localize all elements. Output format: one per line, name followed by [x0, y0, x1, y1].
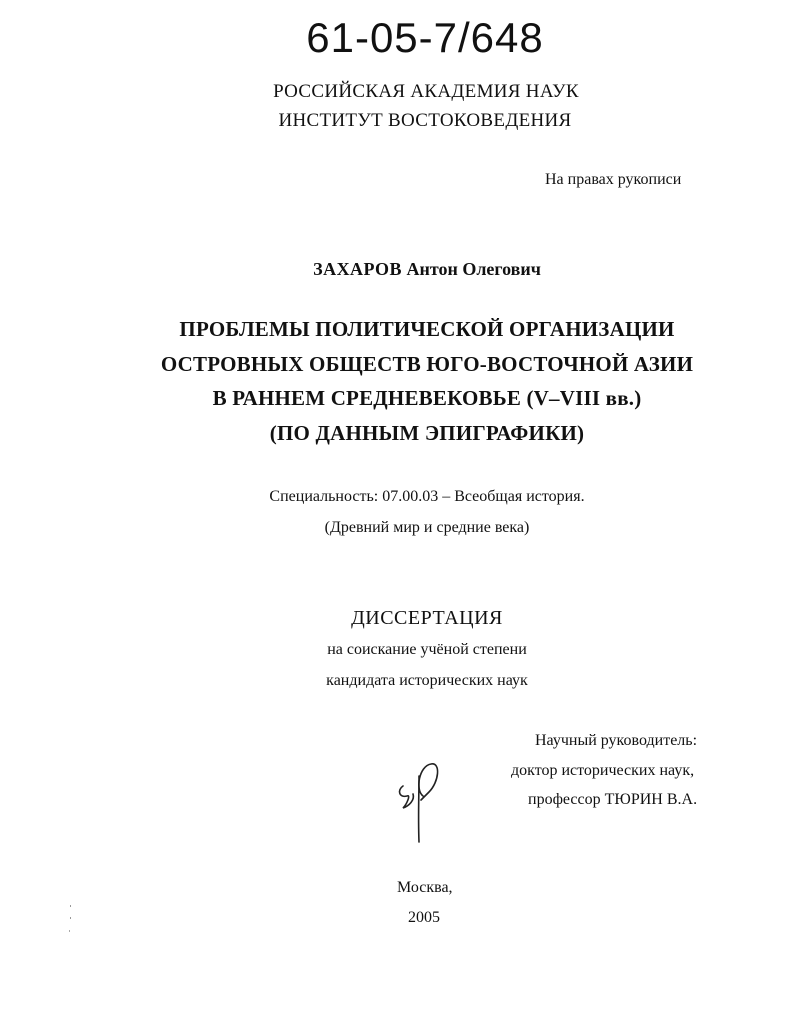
author-given-names: Антон Олегович	[406, 259, 541, 279]
specialty-period: (Древний мир и средние века)	[324, 519, 530, 536]
year: 2005	[408, 909, 440, 926]
supervisor-degree: доктор исторических наук,	[511, 762, 695, 779]
degree-name: кандидата исторических наук	[326, 672, 528, 689]
degree-purpose: на соискание учёной степени	[327, 641, 527, 658]
organization-academy: РОССИЙСКАЯ АКАДЕМИЯ НАУК	[273, 81, 579, 102]
supervisor-label: Научный руководитель:	[535, 732, 698, 749]
specialty-code: Специальность: 07.00.03 – Всеобщая история.	[269, 488, 585, 505]
catalog-number: 61-05-7/648	[306, 14, 544, 61]
city: Москва,	[397, 879, 453, 896]
author-name	[0, 259, 797, 280]
title-line-2: ОСТРОВНЫХ ОБЩЕСТВ ЮГО-ВОСТОЧНОЙ АЗИИ	[160, 352, 694, 376]
rights-note: На правах рукописи	[545, 171, 682, 188]
organization-institute: ИНСТИТУТ ВОСТОКОВЕДЕНИЯ	[278, 110, 572, 131]
handwritten-signature	[393, 756, 453, 846]
title-line-3: В РАННЕМ СРЕДНЕВЕКОВЬЕ (V–VIII вв.)	[212, 386, 642, 410]
title-line-4: (ПО ДАННЫМ ЭПИГРАФИКИ)	[269, 421, 585, 445]
supervisor-name: профессор ТЮРИН В.А.	[528, 791, 698, 808]
document-type: ДИССЕРТАЦИЯ	[351, 607, 503, 629]
author-surname: ЗАХАРОВ	[313, 259, 402, 279]
title-line-1: ПРОБЛЕМЫ ПОЛИТИЧЕСКОЙ ОРГАНИЗАЦИИ	[179, 317, 675, 341]
